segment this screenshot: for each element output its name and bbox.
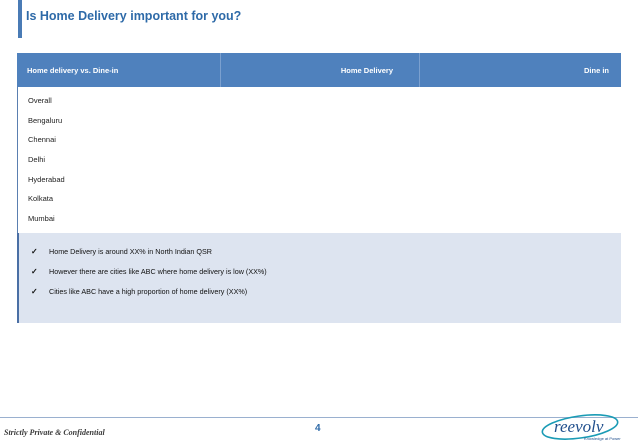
column-divider [220, 53, 221, 87]
title-accent-bar [18, 0, 22, 38]
delivery-table [17, 53, 621, 236]
finding-text: Home Delivery is around XX% in North Indian QSR [49, 247, 212, 256]
table-header [17, 53, 621, 87]
table-row-bengaluru: Bengaluru [28, 115, 63, 125]
checkmark-icon: ✓ [31, 247, 38, 256]
finding-text: However there are cities like ABC where home delivery is low (XX%) [49, 267, 267, 276]
list-item [19, 242, 621, 262]
column-header-comparison: Home delivery vs. Dine-in [27, 66, 119, 75]
table-row-chennai: Chennai [28, 135, 56, 145]
table-row-kolkata: Kolkata [28, 194, 54, 204]
table-row-delhi: Delhi [28, 155, 46, 165]
checkmark-icon: ✓ [31, 287, 38, 296]
column-divider [419, 53, 420, 87]
table-row-hyderabad: Hyderabad [28, 174, 65, 184]
page-number: 4 [315, 423, 321, 434]
table-row-mumbai: Mumbai [28, 214, 55, 224]
page-title: Is Home Delivery important for you? [26, 9, 242, 23]
checkmark-icon: ✓ [31, 267, 38, 276]
svg-text:Knowledge at Power: Knowledge at Power [584, 436, 621, 441]
key-findings-box [17, 233, 621, 323]
column-header-dine-in: Dine in [583, 66, 609, 75]
list-item [19, 262, 621, 282]
list-item [19, 282, 621, 302]
table-row-overall: Overall [28, 96, 52, 105]
confidential-notice: Strictly Private & Confidential [4, 428, 105, 437]
reevolv-logo [540, 414, 630, 442]
column-header-home-delivery: Home Delivery [340, 66, 393, 75]
svg-text:reevolv: reevolv [554, 417, 604, 436]
finding-text: Cities like ABC have a high proportion of home delivery (XX%) [49, 287, 248, 296]
table-body [17, 87, 621, 236]
